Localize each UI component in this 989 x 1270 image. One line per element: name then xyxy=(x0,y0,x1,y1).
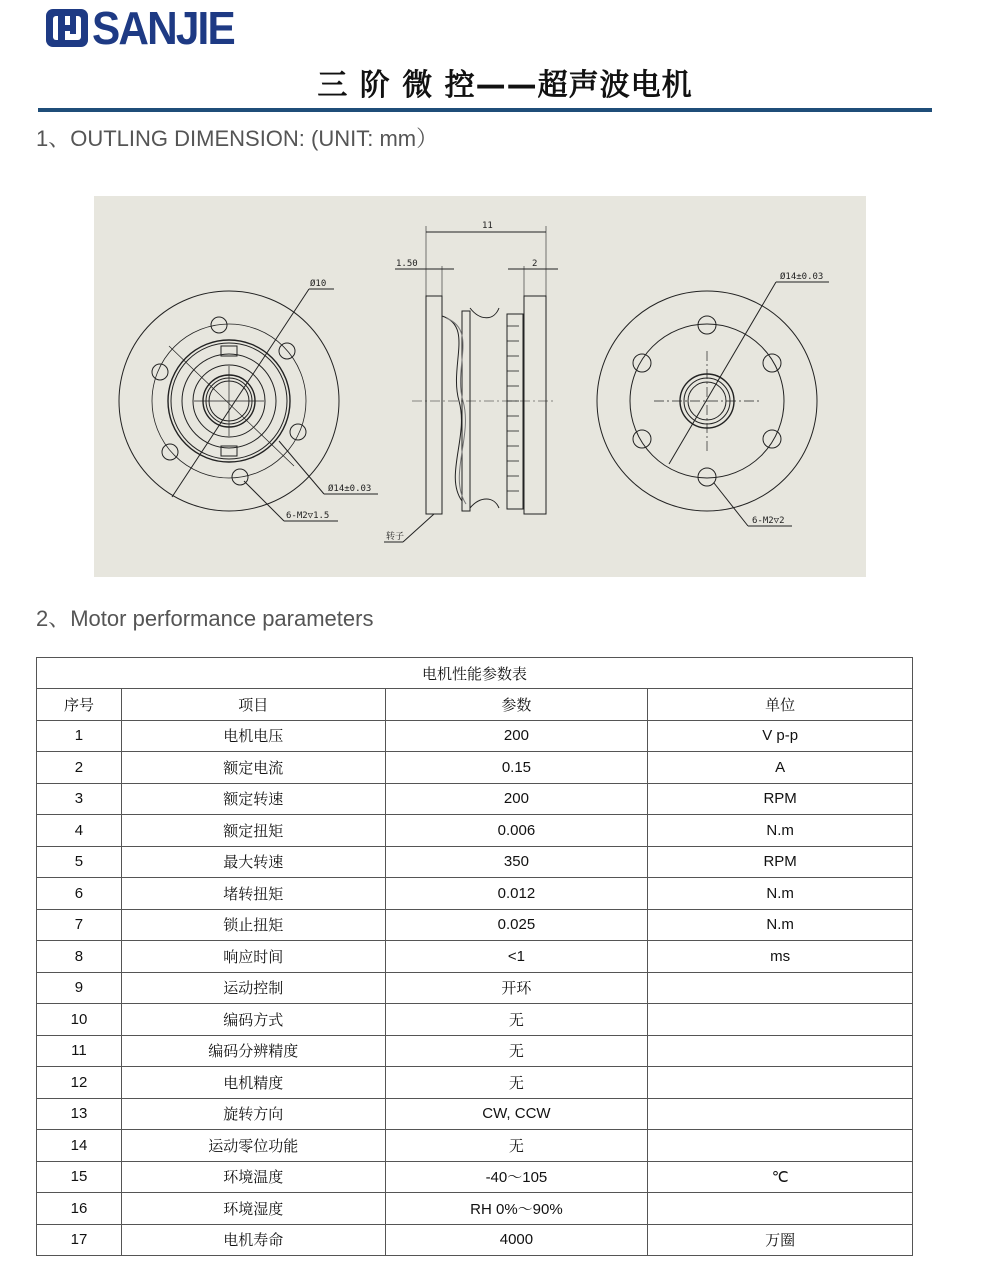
row-item: 运动控制 xyxy=(121,972,385,1004)
row-item: 额定电流 xyxy=(121,752,385,784)
header-divider xyxy=(38,108,932,112)
row-unit xyxy=(648,972,913,1004)
sanjie-logo-icon xyxy=(44,6,90,50)
table-row xyxy=(37,720,913,752)
row-value: -40～105 xyxy=(385,1161,648,1193)
row-item: 环境湿度 xyxy=(121,1193,385,1225)
label-overall-width: 11 xyxy=(482,221,493,231)
table-header-row xyxy=(37,689,913,721)
row-value: 无 xyxy=(385,1130,648,1162)
column-header: 序号 xyxy=(37,689,122,721)
row-unit: N.m xyxy=(648,815,913,847)
row-item: 额定扭矩 xyxy=(121,815,385,847)
section-heading-dimension: 1、OUTLING DIMENSION: (UNIT: mm） xyxy=(36,126,439,151)
table-row xyxy=(37,783,913,815)
row-index: 15 xyxy=(37,1161,122,1193)
row-item: 响应时间 xyxy=(121,941,385,973)
row-value: 200 xyxy=(385,720,648,752)
row-value: 200 xyxy=(385,783,648,815)
row-value: CW, CCW xyxy=(385,1098,648,1130)
row-item: 电机电压 xyxy=(121,720,385,752)
row-index: 2 xyxy=(37,752,122,784)
table-row xyxy=(37,972,913,1004)
row-value: 350 xyxy=(385,846,648,878)
row-value: <1 xyxy=(385,941,648,973)
technical-drawing-svg xyxy=(94,196,866,577)
row-unit xyxy=(648,1098,913,1130)
row-index: 4 xyxy=(37,815,122,847)
row-value: 0.012 xyxy=(385,878,648,910)
rear-view xyxy=(597,282,829,526)
row-value: 0.15 xyxy=(385,752,648,784)
row-item: 旋转方向 xyxy=(121,1098,385,1130)
row-index: 13 xyxy=(37,1098,122,1130)
column-header: 参数 xyxy=(385,689,648,721)
table-row xyxy=(37,941,913,973)
row-index: 8 xyxy=(37,941,122,973)
row-value: 开环 xyxy=(385,972,648,1004)
table-caption-row xyxy=(37,658,913,689)
row-unit xyxy=(648,1193,913,1225)
company-logo xyxy=(44,2,246,54)
row-index: 10 xyxy=(37,1004,122,1036)
row-index: 1 xyxy=(37,720,122,752)
row-index: 3 xyxy=(37,783,122,815)
performance-table xyxy=(36,657,913,1256)
table-row xyxy=(37,1004,913,1036)
row-unit: V p-p xyxy=(648,720,913,752)
row-value: 4000 xyxy=(385,1224,648,1256)
dimension-drawing xyxy=(94,196,866,577)
row-index: 6 xyxy=(37,878,122,910)
row-unit: ℃ xyxy=(648,1161,913,1193)
row-value: 无 xyxy=(385,1067,648,1099)
row-value: 无 xyxy=(385,1035,648,1067)
row-unit xyxy=(648,1130,913,1162)
table-row xyxy=(37,1098,913,1130)
column-header: 项目 xyxy=(121,689,385,721)
row-index: 9 xyxy=(37,972,122,1004)
row-value: 0.025 xyxy=(385,909,648,941)
table-row xyxy=(37,815,913,847)
table-row xyxy=(37,752,913,784)
label-right-thickness: 2 xyxy=(532,259,538,269)
row-unit: N.m xyxy=(648,909,913,941)
row-item: 电机寿命 xyxy=(121,1224,385,1256)
table-row xyxy=(37,1130,913,1162)
row-item: 锁止扭矩 xyxy=(121,909,385,941)
row-item: 编码方式 xyxy=(121,1004,385,1036)
side-view xyxy=(384,226,558,542)
row-item: 运动零位功能 xyxy=(121,1130,385,1162)
row-unit: N.m xyxy=(648,878,913,910)
row-unit: 万圈 xyxy=(648,1224,913,1256)
page-title: 三 阶 微 控——超声波电机 xyxy=(317,68,693,103)
label-rotor: 转子 xyxy=(386,532,405,542)
table-row xyxy=(37,1067,913,1099)
table-row xyxy=(37,1035,913,1067)
section-heading-performance: 2、Motor performance parameters xyxy=(36,606,374,631)
label-rear-bore: Ø14±0.03 xyxy=(780,272,824,282)
row-index: 14 xyxy=(37,1130,122,1162)
row-item: 环境温度 xyxy=(121,1161,385,1193)
table-row xyxy=(37,846,913,878)
label-left-thickness: 1.50 xyxy=(396,259,418,269)
row-unit: ms xyxy=(648,941,913,973)
table-row xyxy=(37,878,913,910)
row-index: 11 xyxy=(37,1035,122,1067)
row-unit xyxy=(648,1035,913,1067)
row-item: 堵转扭矩 xyxy=(121,878,385,910)
row-unit xyxy=(648,1067,913,1099)
label-front-diameter: Ø10 xyxy=(310,279,327,289)
row-item: 电机精度 xyxy=(121,1067,385,1099)
label-front-holes: 6-M2▽1.5 xyxy=(286,511,330,521)
row-unit xyxy=(648,1004,913,1036)
column-header: 单位 xyxy=(648,689,913,721)
row-index: 5 xyxy=(37,846,122,878)
row-item: 最大转速 xyxy=(121,846,385,878)
table-caption: 电机性能参数表 xyxy=(37,658,913,689)
row-index: 7 xyxy=(37,909,122,941)
table-row xyxy=(37,909,913,941)
row-unit: RPM xyxy=(648,783,913,815)
row-unit: RPM xyxy=(648,846,913,878)
row-index: 17 xyxy=(37,1224,122,1256)
label-front-bore: Ø14±0.03 xyxy=(328,484,372,494)
table-row xyxy=(37,1161,913,1193)
row-value: 无 xyxy=(385,1004,648,1036)
label-rear-holes: 6-M2▽2 xyxy=(752,516,785,526)
row-index: 16 xyxy=(37,1193,122,1225)
row-value: RH 0%～90% xyxy=(385,1193,648,1225)
row-item: 额定转速 xyxy=(121,783,385,815)
row-unit: A xyxy=(648,752,913,784)
table-row xyxy=(37,1193,913,1225)
table-row xyxy=(37,1224,913,1256)
logo-text: SANJIE xyxy=(92,2,234,54)
row-value: 0.006 xyxy=(385,815,648,847)
row-index: 12 xyxy=(37,1067,122,1099)
row-item: 编码分辨精度 xyxy=(121,1035,385,1067)
